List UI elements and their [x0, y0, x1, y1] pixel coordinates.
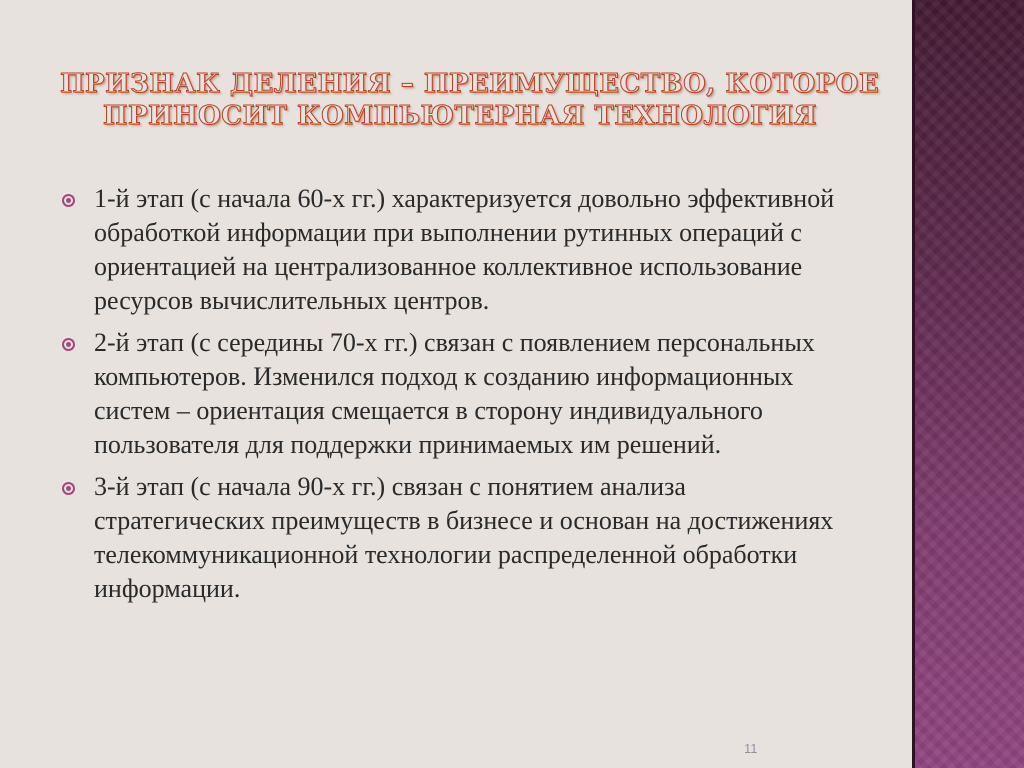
slide-title-line-2: ПРИНОСИТ КОМПЬЮТЕРНАЯ ТЕХНОЛОГИЯ — [102, 101, 818, 131]
circle-bullet-icon — [62, 194, 75, 207]
circle-bullet-icon — [62, 482, 75, 495]
decorative-side-panel — [912, 0, 1024, 768]
bullet-item — [62, 326, 862, 462]
bullet-item — [62, 470, 862, 606]
bullet-text: 1-й этап (с начала 60-х гг.) характеризуется довольно эффективной обработкой информации при выполнении рутинных операций с ориентацией на централизованное коллективное использование ресурсов вычислительных центров. — [94, 184, 835, 315]
bullet-text: 3-й этап (с начала 90-х гг.) связан с понятием анализа стратегических преимуществ в бизнесе и основан на достижениях телекоммуникационной технологии распределенной обработки информации. — [94, 472, 834, 603]
circle-bullet-icon — [62, 338, 75, 351]
slide-number: 11 — [744, 741, 758, 756]
slide-title — [60, 68, 880, 132]
slide-title-line-1: ПРИЗНАК ДЕЛЕНИЯ – ПРЕИМУЩЕСТВО, КОТОРОЕ — [60, 69, 880, 99]
bullet-item — [62, 182, 862, 318]
bullet-text: 2-й этап (с середины 70-х гг.) связан с появлением персональных компьютеров. Изменился подход к созданию информационных систем – ориентация смещается в сторону индивидуального пользователя для поддержки принимаемых им решений. — [94, 328, 815, 459]
bullet-list — [62, 182, 862, 614]
